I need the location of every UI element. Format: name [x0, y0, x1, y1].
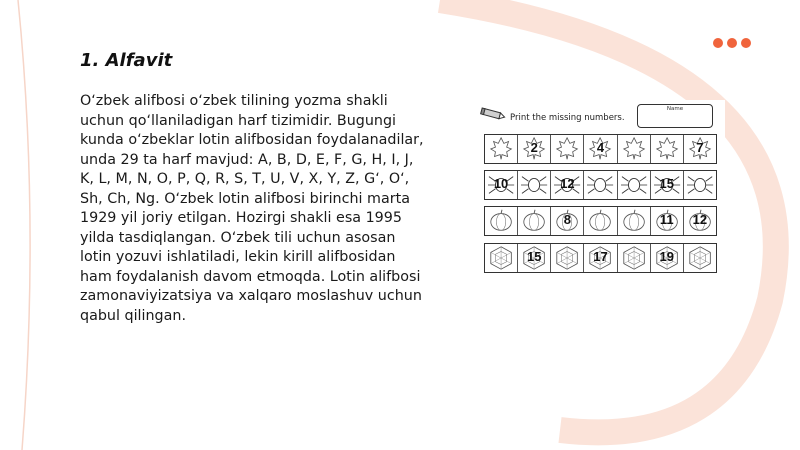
worksheet-cell	[551, 171, 584, 199]
worksheet-header	[478, 100, 725, 130]
worksheet-cell	[518, 244, 551, 272]
pumpkin-icon	[618, 207, 650, 235]
worksheet-number: 17	[593, 249, 608, 264]
worksheet-cell	[651, 207, 684, 235]
worksheet-cell	[485, 171, 518, 199]
worksheet-cell	[518, 135, 551, 163]
spider-icon	[618, 171, 650, 199]
worksheet-row	[484, 206, 717, 236]
leaf-icon	[618, 135, 650, 163]
leaf-icon	[485, 135, 517, 163]
worksheet-title: Print the missing numbers.	[510, 113, 625, 123]
worksheet-cell	[684, 207, 716, 235]
slide-title: 1. Alfavit	[80, 50, 173, 71]
worksheet-number: 4	[596, 140, 605, 155]
worksheet-cell	[551, 207, 584, 235]
worksheet-number: 15	[526, 249, 542, 264]
pencil-icon	[480, 107, 506, 121]
worksheet-cell	[651, 171, 684, 199]
web-icon	[485, 244, 517, 272]
worksheet-number: 11	[659, 212, 674, 227]
web-icon	[618, 244, 650, 272]
worksheet-cell	[518, 207, 551, 235]
name-box	[637, 104, 713, 128]
worksheet-cell	[584, 207, 617, 235]
dot	[741, 38, 751, 48]
worksheet-cell	[584, 244, 617, 272]
dot	[727, 38, 737, 48]
leaf-icon	[551, 135, 583, 163]
spider-icon	[518, 171, 550, 199]
pumpkin-icon	[485, 207, 517, 235]
worksheet-cell	[618, 135, 651, 163]
worksheet-number: 10	[493, 176, 509, 191]
worksheet-number: 12	[560, 176, 575, 191]
worksheet-number: 8	[563, 212, 571, 227]
worksheet-row	[484, 134, 717, 164]
spider-icon	[684, 171, 716, 199]
worksheet-image	[478, 100, 725, 290]
worksheet-cell	[684, 171, 716, 199]
worksheet-cell	[584, 135, 617, 163]
worksheet-cell	[485, 244, 518, 272]
dot	[713, 38, 723, 48]
pumpkin-icon	[518, 207, 550, 235]
worksheet-row	[484, 170, 717, 200]
worksheet-cell	[485, 135, 518, 163]
worksheet-row	[484, 243, 717, 273]
leaf-icon	[651, 135, 683, 163]
worksheet-cell	[485, 207, 518, 235]
worksheet-number: 7	[696, 140, 704, 155]
pumpkin-icon	[584, 207, 616, 235]
worksheet-cell	[584, 171, 617, 199]
decorative-dots	[713, 38, 751, 48]
worksheet-cell	[684, 244, 716, 272]
worksheet-number: 2	[530, 140, 538, 155]
spider-icon	[584, 171, 616, 199]
web-icon	[551, 244, 583, 272]
slide-body-text: O‘zbek alifbosi o‘zbek tilining yozma shakli uchun qo‘llaniladigan harf tizimidir. Bugungi kunda o‘zbeklar lotin alifbosidan foydalanadilar, unda 29 ta harf mavjud: A, B, D, E, F, G, H, I, J, K, L, M, N, O, P, Q, R, S, T, U, V, X, Y, Z, G‘, O‘, Sh, Ch, Ng. O‘zbek lotin alifbosi birinchi marta 1929 yil joriy etilgan. Hozirgi shakli esa 1995 yilda tasdiqlangan. O‘zbek tili uchun asosan lotin yozuvi ishlatiladi, lekin kirill alifbosidan ham foydalanish davom etmoqda. Lotin alifbosi zamonaviyizatsiya va xalqaro moslashuv uchun qabul qilingan.	[80, 93, 424, 324]
worksheet-cell	[551, 135, 584, 163]
worksheet-cell	[651, 135, 684, 163]
worksheet-cell	[518, 171, 551, 199]
worksheet-cell	[618, 207, 651, 235]
web-icon	[684, 244, 716, 272]
worksheet-number: 19	[659, 249, 674, 264]
worksheet-cell	[618, 244, 651, 272]
worksheet-number: 15	[659, 176, 674, 191]
worksheet-cell	[684, 135, 716, 163]
worksheet-cell	[551, 244, 584, 272]
name-label: Name	[666, 106, 684, 112]
worksheet-cell	[651, 244, 684, 272]
worksheet-cell	[618, 171, 651, 199]
worksheet-number: 12	[692, 212, 708, 227]
